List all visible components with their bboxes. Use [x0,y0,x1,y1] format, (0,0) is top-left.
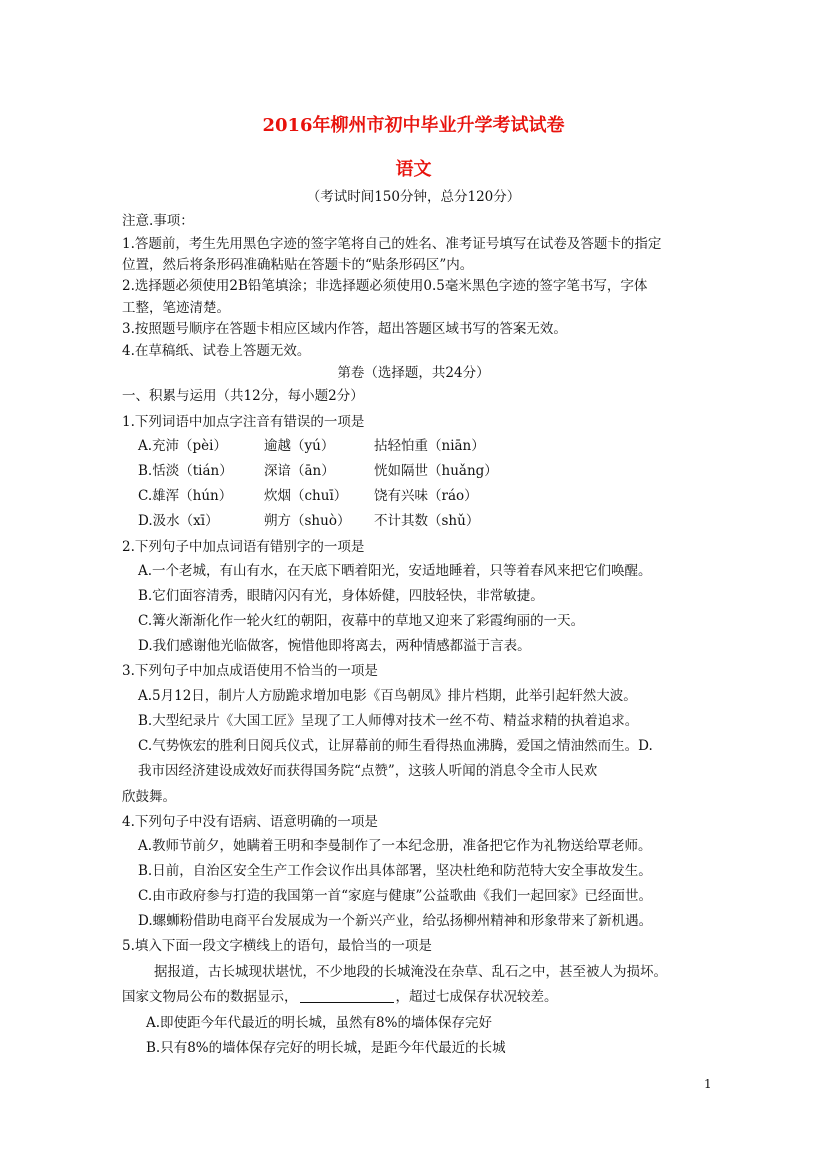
question-5-passage: 据报道，古长城现状堪忧，不少地段的长城淹没在杂草、乱石之中，甚至被人为损坏。 [154,964,667,980]
pinyin-item: 不计其数（shǔ） [374,513,480,529]
question-3-option: 欣鼓舞。 [122,789,176,805]
exam-info: （考试时间150分钟，总分120分） [306,189,521,205]
pinyin-item: 深谙（ān） [264,463,335,479]
notice-line: 3.按照题号顺序在答题卡相应区域内作答，超出答题区域书写的答案无效。 [122,321,567,337]
pinyin-item: 恍如隔世（huǎng） [374,463,498,479]
notice-heading: 注意.事项： [122,213,194,229]
question-2-option: D.我们感谢他光临做客，惋惜他即将离去，两种情感都溢于言表。 [138,638,531,654]
notice-line: 工整，笔迹清楚。 [122,300,230,316]
pinyin-item: D.汲水（xī） [138,513,219,529]
pinyin-item: 朔方（shuò） [264,513,351,529]
question-4-option: D.螺蛳粉借助电商平台发展成为一个新兴产业，给弘扬柳州精神和形象带来了新机遇。 [138,913,653,929]
exam-title: 2016年柳州市初中毕业升学考试试卷 [262,115,565,136]
question-5-option: A.即使距今年代最近的明长城，虽然有8%的墙体保存完好 [146,1015,492,1031]
question-4-stem: 4.下列句子中没有语病、语意明确的一项是 [122,814,378,830]
pinyin-item: 炊烟（chuī） [264,488,348,504]
part-title: 第卷（选择题，共24分） [337,365,490,381]
notice-line: 2.选择题必须使用2B铅笔填涂；非选择题必须使用0.5毫米黑色字迹的签字笔书写，字体 [122,278,648,294]
pinyin-item: 逾越（yú） [264,438,335,454]
passage-text: 国家文物局公布的数据显示， [122,989,298,1005]
pinyin-item: 拈轻怕重（niān） [374,438,485,454]
question-3-option: A.5月12日，制片人方励跪求增加电影《百鸟朝凤》排片档期，此举引起轩然大波。 [138,688,637,704]
question-2-option: B.它们面容清秀，眼睛闪闪有光，身体娇健，四肢轻快，非常敏捷。 [138,588,544,604]
question-2-stem: 2.下列句子中加点词语有错别字的一项是 [122,539,365,555]
question-2-option: A.一个老城，有山有水，在天底下晒着阳光，安适地睡着，只等着春风来把它们唤醒。 [138,563,652,579]
notice-line: 4.在草稿纸、试卷上答题无效。 [122,343,311,359]
question-3-stem: 3.下列句子中加点成语使用不恰当的一项是 [122,663,378,679]
question-4-option: B.日前，自治区安全生产工作会议作出具体部署，坚决杜绝和防范特大安全事故发生。 [138,863,652,879]
answer-blank [300,988,394,1003]
page-number: 1 [704,1077,712,1091]
question-5-option: B.只有8%的墙体保存完好的明长城，是距今年代最近的长城 [146,1040,506,1056]
question-4-option: A.教师节前夕，她瞒着王明和李曼制作了一本纪念册，准备把它作为礼物送给覃老师。 [138,838,652,854]
section-heading: 一、积累与运用（共12分，每小题2分） [122,388,364,404]
question-3-option: B.大型纪录片《大国工匠》呈现了工人师傅对技术一丝不苟、精益求精的执着追求。 [138,713,639,729]
question-4-option: C.由市政府参与打造的我国第一首“家庭与健康”公益歌曲《我们一起回家》已经面世。 [138,888,652,904]
question-3-option: C.气势恢宏的胜利日阅兵仪式，让屏幕前的师生看得热血沸腾，爱国之情油然而生。D. [138,738,653,754]
question-3-option: 我市因经济建设成效好而获得国务院“点赞”，这骇人听闻的消息令全市人民欢 [138,763,598,779]
subject-title: 语文 [395,159,432,180]
pinyin-item: 饶有兴味（ráo） [374,488,478,504]
question-2-option: C.篝火渐渐化作一轮火红的朝阳，夜幕中的草地又迎来了彩霞绚丽的一天。 [138,613,585,629]
pinyin-item: B.恬淡（tián） [138,463,233,479]
question-5-passage [122,987,558,1007]
notice-line: 位置，然后将条形码准确粘贴在答题卡的“贴条形码区”内。 [122,257,474,273]
pinyin-item: A.充沛（pèi） [138,438,227,454]
question-5-stem: 5.填入下面一段文字横线上的语句，最恰当的一项是 [122,938,432,954]
question-1-stem: 1.下列词语中加点字注音有错误的一项是 [122,414,365,430]
passage-text: ，超过七成保存状况较差。 [395,989,558,1005]
pinyin-item: C.雄浑（hún） [138,488,233,504]
notice-line: 1.答题前，考生先用黑色字迹的签字笔将自己的姓名、准考证号填写在试卷及答题卡的指定 [122,236,662,252]
